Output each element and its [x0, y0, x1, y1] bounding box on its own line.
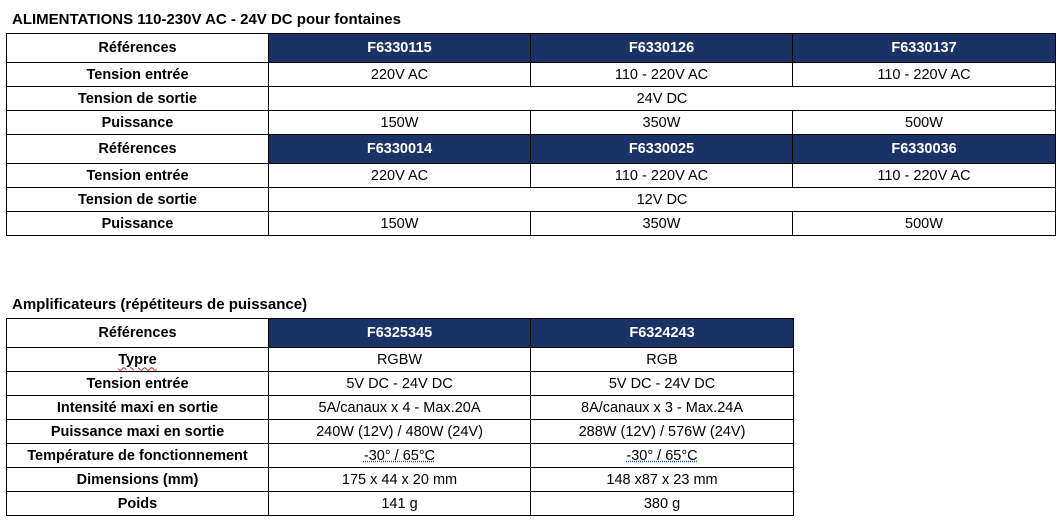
table-cell: 5V DC - 24V DC: [269, 372, 531, 396]
table-cell: 380 g: [531, 492, 794, 516]
table-row: [7, 319, 794, 348]
table-cell: 24V DC: [269, 87, 1056, 111]
table-row: [7, 212, 1056, 236]
reference-header: F6325345: [269, 319, 531, 348]
table-cell: 220V AC: [269, 164, 531, 188]
power-supplies-title: ALIMENTATIONS 110-230V AC - 24V DC pour fontaines: [12, 11, 401, 28]
row-label: Tension entrée: [7, 164, 269, 188]
reference-header: F6330137: [793, 34, 1056, 63]
table-cell: 220V AC: [269, 63, 531, 87]
table-row: [7, 348, 794, 372]
temperature-value: -30° / 65°C: [626, 447, 698, 464]
table-row: [7, 111, 1056, 135]
table-cell: 110 - 220V AC: [531, 63, 793, 87]
table-row: [7, 372, 794, 396]
table-cell: 8A/canaux x 3 - Max.24A: [531, 396, 794, 420]
amplifiers-title: Amplificateurs (répétiteurs de puissance): [12, 296, 308, 313]
row-label: Puissance: [7, 111, 269, 135]
reference-header: F6330014: [269, 135, 531, 164]
power-supplies-table: [6, 33, 1056, 236]
row-label: Références: [7, 319, 269, 348]
row-label: Poids: [7, 492, 269, 516]
table-cell: 288W (12V) / 576W (24V): [531, 420, 794, 444]
temperature-value: -30° / 65°C: [363, 447, 436, 464]
row-label: [7, 348, 269, 372]
table-cell: 175 x 44 x 20 mm: [269, 468, 531, 492]
reference-header: F6324243: [531, 319, 794, 348]
table-cell: [269, 444, 531, 468]
amplifiers-table: [6, 318, 794, 516]
misspelled-label: Typre: [118, 351, 157, 368]
table-row: [7, 420, 794, 444]
table-cell: 5A/canaux x 4 - Max.20A: [269, 396, 531, 420]
row-label: Tension entrée: [7, 63, 269, 87]
row-label: Puissance maxi en sortie: [7, 420, 269, 444]
table-row: [7, 63, 1056, 87]
row-label: Références: [7, 34, 269, 63]
row-label: Tension entrée: [7, 372, 269, 396]
row-label: Tension de sortie: [7, 87, 269, 111]
table-row: [7, 468, 794, 492]
table-cell: 110 - 220V AC: [531, 164, 793, 188]
table-cell: 500W: [793, 212, 1056, 236]
table-cell: RGBW: [269, 348, 531, 372]
table-cell: [531, 444, 794, 468]
row-label: Tension de sortie: [7, 188, 269, 212]
row-label: Puissance: [7, 212, 269, 236]
table-cell: 12V DC: [269, 188, 1056, 212]
table-cell: 150W: [269, 212, 531, 236]
table-cell: 148 x87 x 23 mm: [531, 468, 794, 492]
row-label: Température de fonctionnement: [7, 444, 269, 468]
table-row: [7, 444, 794, 468]
table-row: [7, 396, 794, 420]
table-cell: RGB: [531, 348, 794, 372]
row-label: Intensité maxi en sortie: [7, 396, 269, 420]
row-label: Références: [7, 135, 269, 164]
table-row: [7, 188, 1056, 212]
table-row: [7, 135, 1056, 164]
reference-header: F6330025: [531, 135, 793, 164]
table-cell: 5V DC - 24V DC: [531, 372, 794, 396]
table-cell: 150W: [269, 111, 531, 135]
reference-header: F6330115: [269, 34, 531, 63]
table-row: [7, 87, 1056, 111]
table-cell: 350W: [531, 111, 793, 135]
table-cell: 240W (12V) / 480W (24V): [269, 420, 531, 444]
table-cell: 350W: [531, 212, 793, 236]
table-cell: 141 g: [269, 492, 531, 516]
table-row: [7, 492, 794, 516]
table-cell: 500W: [793, 111, 1056, 135]
table-cell: 110 - 220V AC: [793, 164, 1056, 188]
reference-header: F6330036: [793, 135, 1056, 164]
table-cell: 110 - 220V AC: [793, 63, 1056, 87]
row-label: Dimensions (mm): [7, 468, 269, 492]
reference-header: F6330126: [531, 34, 793, 63]
table-row: [7, 164, 1056, 188]
table-row: [7, 34, 1056, 63]
